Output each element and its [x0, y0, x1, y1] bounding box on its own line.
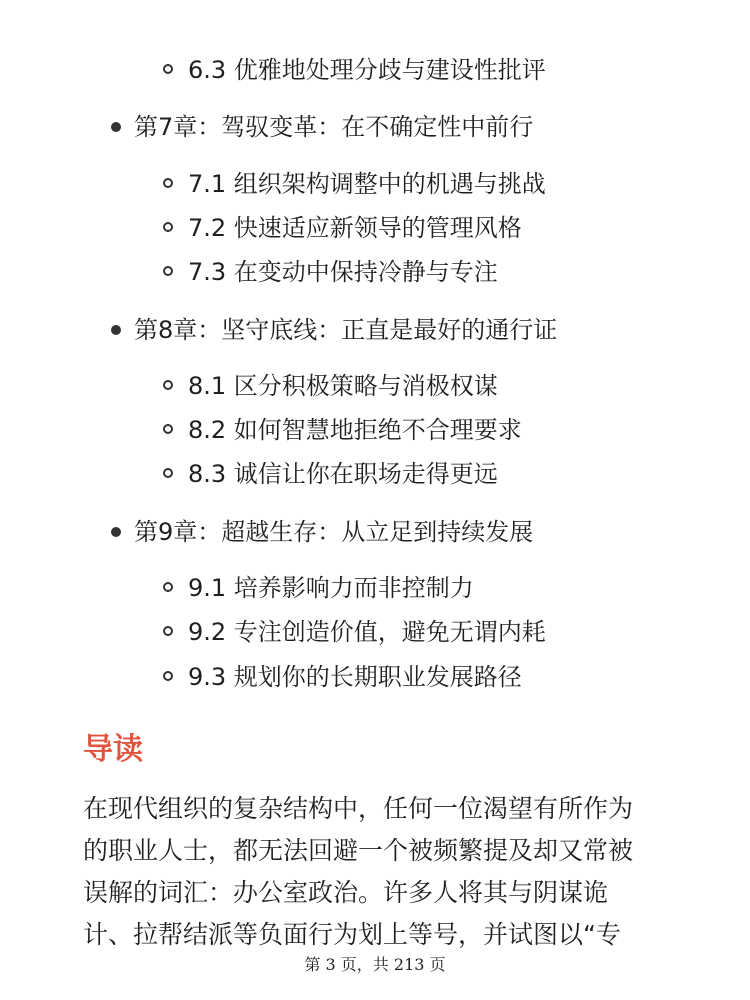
toc-item-label: 6.3 优雅地处理分歧与建设性批评 [188, 56, 546, 84]
paragraph-line: 误解的词汇：办公室政治。许多人将其与阴谋诡 [83, 878, 609, 907]
hollow-bullet-icon [163, 582, 173, 592]
toc-item-8-1[interactable] [188, 370, 498, 402]
toc-item-9-2[interactable] [188, 616, 546, 648]
toc-item-7-3[interactable] [188, 256, 498, 288]
toc-item-8-3[interactable] [188, 458, 498, 490]
hollow-bullet-icon [163, 222, 173, 232]
hollow-bullet-icon [163, 64, 173, 74]
page-number-footer: 第 3 页，共 213 页 [304, 955, 446, 974]
toc-chapter-label: 第9章：超越生存：从立足到持续发展 [134, 518, 534, 546]
hollow-bullet-icon [163, 671, 173, 681]
toc-chapter-7[interactable] [134, 111, 533, 143]
toc-item-label: 7.2 快速适应新领导的管理风格 [188, 214, 522, 242]
toc-item-label: 9.3 规划你的长期职业发展路径 [188, 663, 522, 691]
filled-bullet-icon [111, 527, 121, 537]
hollow-bullet-icon [163, 626, 173, 636]
toc-item-label: 8.2 如何智慧地拒绝不合理要求 [188, 416, 522, 444]
toc-item-label: 9.2 专注创造价值，避免无谓内耗 [188, 618, 546, 646]
paragraph-line: 的职业人士，都无法回避一个被频繁提及却又常被 [83, 836, 634, 865]
toc-item-9-3[interactable] [188, 661, 522, 693]
paragraph-line: 在现代组织的复杂结构中，任何一位渴望有所作为 [83, 794, 634, 823]
paragraph-line: 计、拉帮结派等负面行为划上等号，并试图以“专 [83, 920, 621, 949]
hollow-bullet-icon [163, 380, 173, 390]
hollow-bullet-icon [163, 424, 173, 434]
toc-chapter-8[interactable] [134, 314, 557, 346]
toc-chapter-label: 第7章：驾驭变革：在不确定性中前行 [134, 113, 534, 141]
toc-item-9-1[interactable] [188, 572, 474, 604]
toc-item-7-1[interactable] [188, 168, 546, 200]
hollow-bullet-icon [163, 178, 173, 188]
filled-bullet-icon [111, 122, 121, 132]
toc-item-8-2[interactable] [188, 414, 522, 446]
toc-item-label: 8.3 诚信让你在职场走得更远 [188, 460, 498, 488]
toc-item-6-3[interactable] [188, 54, 546, 86]
toc-item-label: 7.1 组织架构调整中的机遇与挑战 [188, 170, 546, 198]
toc-item-label: 9.1 培养影响力而非控制力 [188, 574, 474, 602]
toc-item-7-2[interactable] [188, 212, 522, 244]
toc-chapter-label: 第8章：坚守底线：正直是最好的通行证 [134, 316, 558, 344]
filled-bullet-icon [111, 325, 121, 335]
hollow-bullet-icon [163, 468, 173, 478]
section-heading-intro: 导读 [83, 732, 143, 767]
toc-item-label: 8.1 区分积极策略与消极权谋 [188, 372, 498, 400]
toc-chapter-9[interactable] [134, 516, 533, 548]
hollow-bullet-icon [163, 266, 173, 276]
toc-item-label: 7.3 在变动中保持冷静与专注 [188, 258, 498, 286]
